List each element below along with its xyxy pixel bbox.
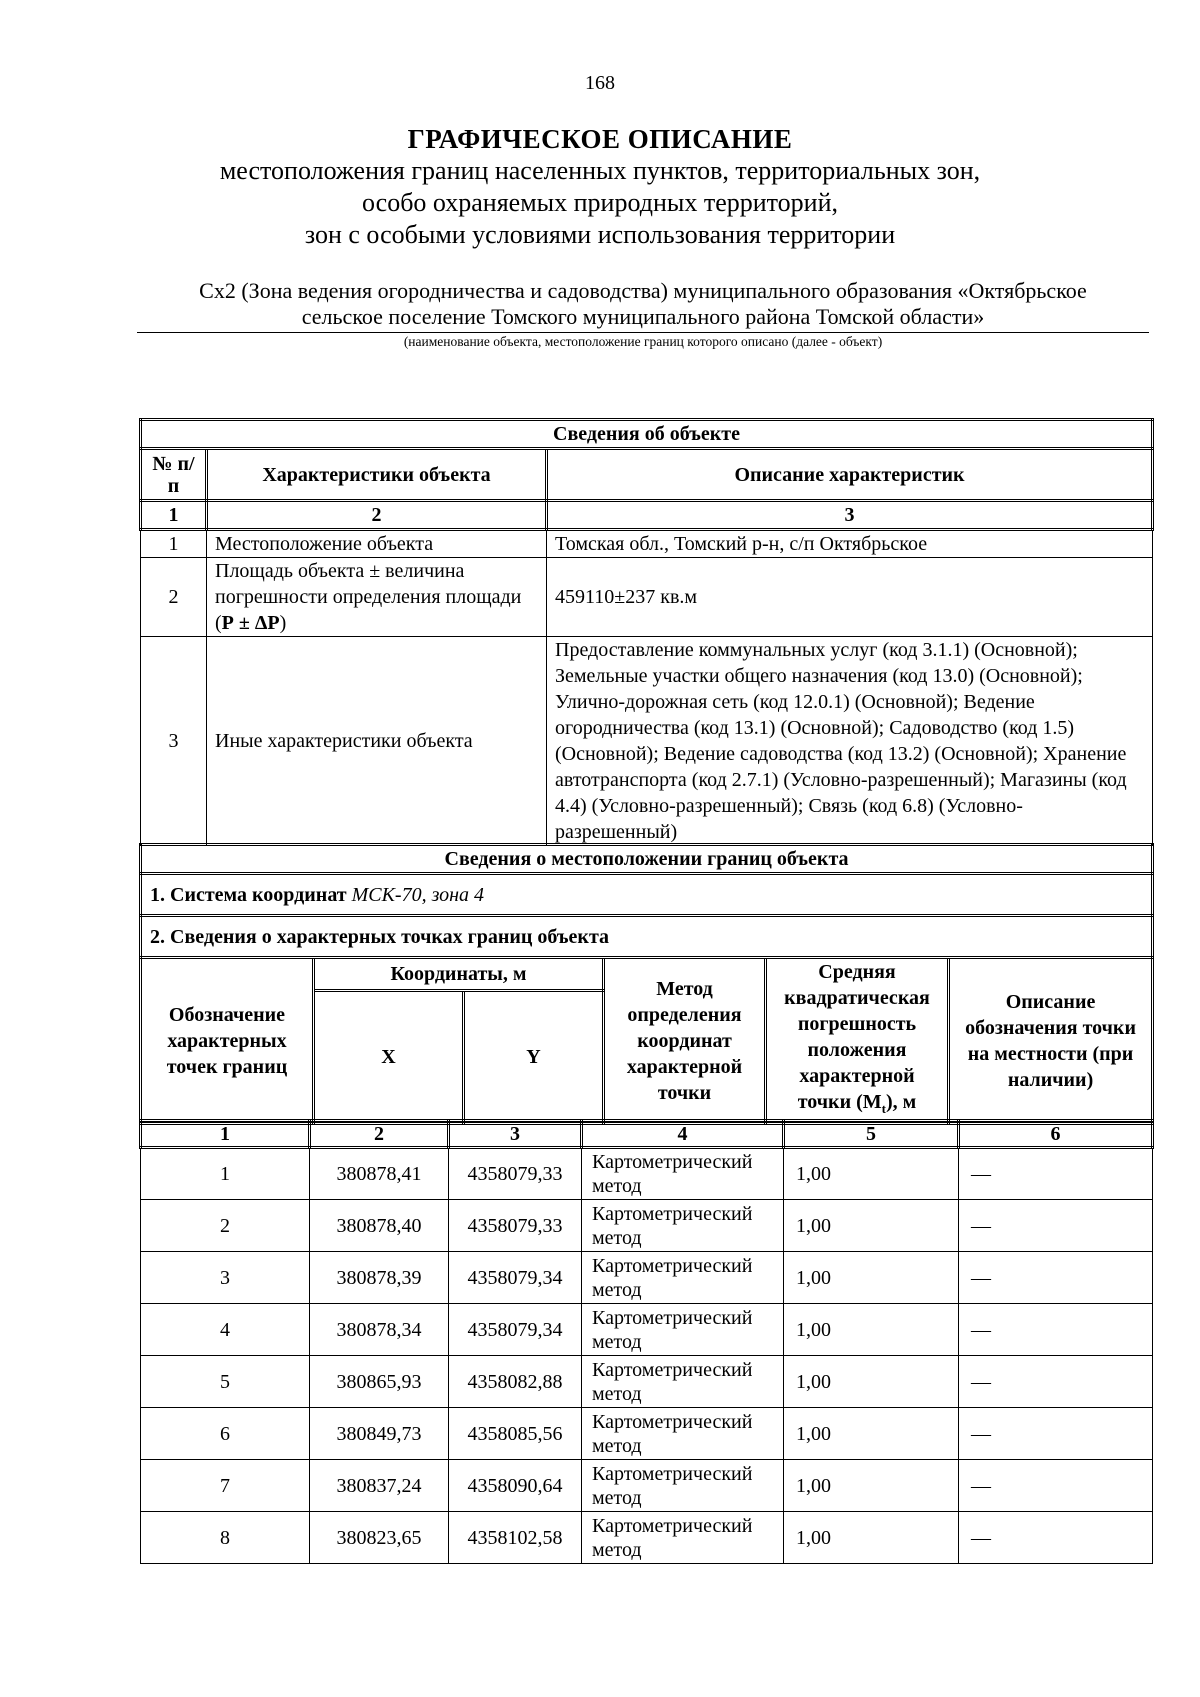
header-characteristics: Характеристики объекта xyxy=(207,449,547,501)
table-row xyxy=(141,1512,1153,1564)
point-mean-error: 1,00 xyxy=(784,1460,959,1512)
point-method: Картометрический метод xyxy=(582,1304,784,1356)
coordinate-system-label: 1. Система координат xyxy=(150,883,347,906)
table-row xyxy=(141,1460,1153,1512)
table-row xyxy=(141,1148,1153,1200)
point-x: 380865,93 xyxy=(310,1356,449,1408)
point-mean-error: 1,00 xyxy=(784,1408,959,1460)
table-row xyxy=(141,1356,1153,1408)
object-name-line-1: Сх2 (Зона ведения огородничества и садоводства) муниципального образования «Октябрьское xyxy=(199,278,1087,303)
page-number: 168 xyxy=(585,72,615,94)
point-number: 8 xyxy=(141,1512,310,1564)
point-y: 4358079,33 xyxy=(449,1200,582,1252)
point-mean-error: 1,00 xyxy=(784,1304,959,1356)
col-number-1: 1 xyxy=(141,1121,310,1148)
table-row xyxy=(141,530,1153,558)
section-title-object-info: Сведения об объекте xyxy=(141,420,1153,449)
header-y: Y xyxy=(464,990,604,1123)
point-method: Картометрический метод xyxy=(582,1460,784,1512)
row-num: 1 xyxy=(141,530,207,558)
col-number-2: 2 xyxy=(207,501,547,530)
row-description: Томская обл., Томский р-н, с/п Октябрьское xyxy=(547,530,1153,558)
point-x: 380878,39 xyxy=(310,1252,449,1304)
col-number-4: 4 xyxy=(582,1121,784,1148)
point-x: 380878,40 xyxy=(310,1200,449,1252)
point-method: Картометрический метод xyxy=(582,1200,784,1252)
point-method: Картометрический метод xyxy=(582,1148,784,1200)
section-title-location: Сведения о местоположении границ объекта xyxy=(141,845,1153,874)
point-number: 6 xyxy=(141,1408,310,1460)
point-description: — xyxy=(959,1148,1153,1200)
point-x: 380849,73 xyxy=(310,1408,449,1460)
point-x: 380878,41 xyxy=(310,1148,449,1200)
title-line-3: зон с особыми условиями использования территории xyxy=(304,220,896,249)
col-number-3: 3 xyxy=(547,501,1153,530)
point-x: 380878,34 xyxy=(310,1304,449,1356)
point-number: 2 xyxy=(141,1200,310,1252)
point-description: — xyxy=(959,1304,1153,1356)
point-mean-error: 1,00 xyxy=(784,1148,959,1200)
row-description: Предоставление коммунальных услуг (код 3.1.1) (Основной); Земельные участки общего назначения (код 13.0) (Основной); Улично-дорожная сеть (код 12.0.1) (Основной); Ведение огородничества (код 13.1) (Основной); Садоводство (код 1.5) (Основной); Ведение садоводства (код 13.2) (Основной); Хранение автотранспорта (код 2.7.1) (Условно-разрешенный); Магазины (код 4.4) (Условно-разрешенный); Связь (код 6.8) (Условно-разрешенный) xyxy=(547,637,1153,846)
header-method: Метод определения координат характерной точки xyxy=(604,958,766,1124)
point-method: Картометрический метод xyxy=(582,1356,784,1408)
object-name xyxy=(137,278,1149,330)
point-number: 4 xyxy=(141,1304,310,1356)
point-method: Картометрический метод xyxy=(582,1252,784,1304)
point-mean-error: 1,00 xyxy=(784,1252,959,1304)
coordinate-system xyxy=(141,874,1153,916)
points-table xyxy=(139,1119,1154,1564)
object-caption: (наименование объекта, местоположение границ которого описано (далее - объект) xyxy=(403,334,883,349)
title-line-2: особо охраняемых природных территорий, xyxy=(362,188,838,217)
point-description: — xyxy=(959,1408,1153,1460)
point-description: — xyxy=(959,1512,1153,1564)
col-number-1: 1 xyxy=(141,501,207,530)
object-name-line-2: сельское поселение Томского муниципального района Томской области» xyxy=(301,304,985,329)
coordinate-system-value: МСК-70, зона 4 xyxy=(351,883,485,906)
title-line-1: местоположения границ населенных пунктов, территориальных зон, xyxy=(219,156,981,185)
point-x: 380837,24 xyxy=(310,1460,449,1512)
title-main: ГРАФИЧЕСКОЕ ОПИСАНИЕ xyxy=(407,124,793,154)
table-row xyxy=(141,1304,1153,1356)
point-description: — xyxy=(959,1356,1153,1408)
col-number-3: 3 xyxy=(449,1121,582,1148)
col-number-5: 5 xyxy=(784,1121,959,1148)
row-characteristic: Местоположение объекта xyxy=(207,530,547,558)
object-name-underline xyxy=(137,332,1149,333)
point-x: 380823,65 xyxy=(310,1512,449,1564)
table-row xyxy=(141,1200,1153,1252)
row-num: 3 xyxy=(141,637,207,846)
col-number-2: 2 xyxy=(310,1121,449,1148)
point-mean-error: 1,00 xyxy=(784,1356,959,1408)
point-method: Картометрический метод xyxy=(582,1512,784,1564)
point-y: 4358079,33 xyxy=(449,1148,582,1200)
table-row xyxy=(141,1252,1153,1304)
header-point-description: Описание обозначения точки на местности (при наличии) xyxy=(949,958,1153,1124)
header-num: № п/п xyxy=(141,449,207,501)
table-row xyxy=(141,558,1153,637)
document-title xyxy=(0,123,1200,251)
point-y: 4358085,56 xyxy=(449,1408,582,1460)
point-description: — xyxy=(959,1460,1153,1512)
point-y: 4358079,34 xyxy=(449,1304,582,1356)
col-number-6: 6 xyxy=(959,1121,1153,1148)
point-number: 3 xyxy=(141,1252,310,1304)
point-y: 4358090,64 xyxy=(449,1460,582,1512)
point-method: Картометрический метод xyxy=(582,1408,784,1460)
point-mean-error: 1,00 xyxy=(784,1512,959,1564)
point-y: 4358079,34 xyxy=(449,1252,582,1304)
point-description: — xyxy=(959,1252,1153,1304)
header-point-designation: Обозначение характерных точек границ xyxy=(141,958,314,1124)
points-section-title: 2. Сведения о характерных точках границ объекта xyxy=(141,916,1153,958)
header-mean-error: Средняя квадратическая погрешность положения характерной точки $(M_t)$, м xyxy=(766,958,949,1124)
point-number: 1 xyxy=(141,1148,310,1200)
location-table xyxy=(139,843,1154,1125)
row-characteristic: Иные характеристики объекта xyxy=(207,637,547,846)
table-row xyxy=(141,1408,1153,1460)
point-y: 4358102,58 xyxy=(449,1512,582,1564)
point-mean-error: 1,00 xyxy=(784,1200,959,1252)
point-number: 7 xyxy=(141,1460,310,1512)
point-description: — xyxy=(959,1200,1153,1252)
object-info-table xyxy=(139,418,1154,846)
row-description: 459110±237 кв.м xyxy=(547,558,1153,637)
row-characteristic: Площадь объекта ± величина погрешности определения площади (Р ± ΔР) xyxy=(207,558,547,637)
row-num: 2 xyxy=(141,558,207,637)
point-number: 5 xyxy=(141,1356,310,1408)
header-coordinates: Координаты, м xyxy=(314,958,604,991)
header-description: Описание характеристик xyxy=(547,449,1153,501)
table-row xyxy=(141,637,1153,846)
point-y: 4358082,88 xyxy=(449,1356,582,1408)
header-x: X xyxy=(314,990,464,1123)
